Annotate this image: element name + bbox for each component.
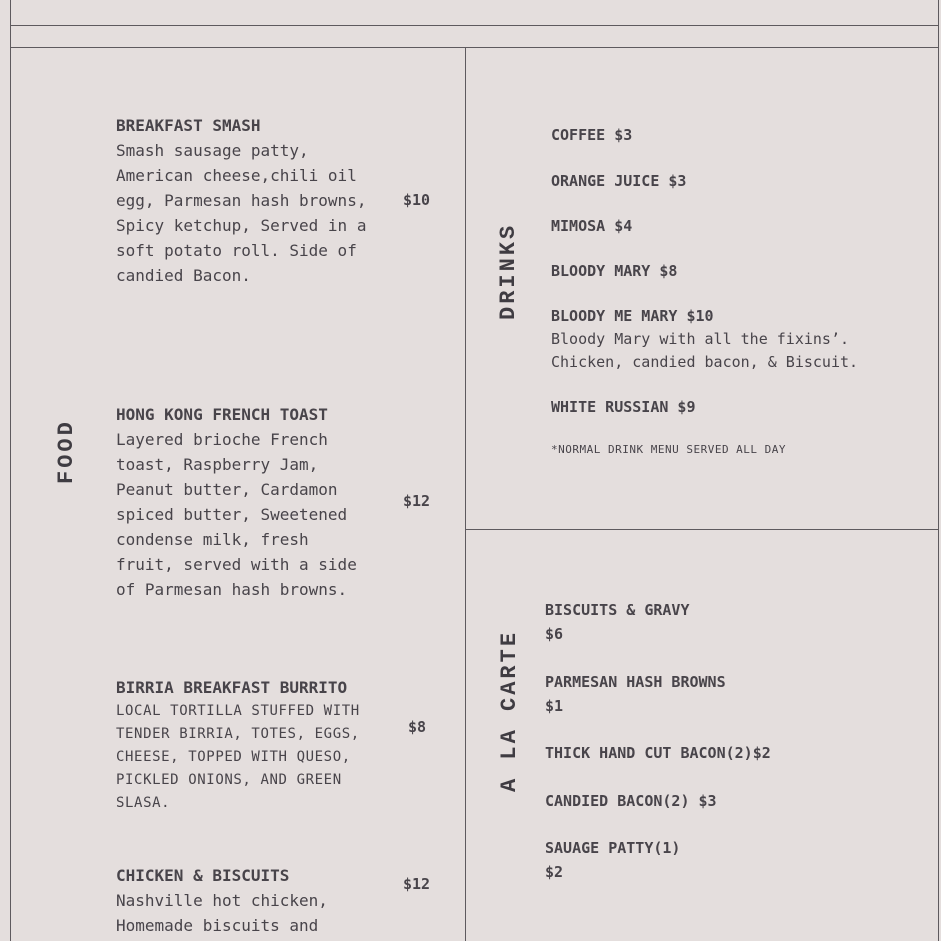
drinks-note: *NORMAL DRINK MENU SERVED ALL DAY [551, 443, 787, 456]
drink-item-orange-juice: ORANGE JUICE $3 [551, 172, 687, 190]
a-la-carte-item-parmesan-hash-browns: PARMESAN HASH BROWNS $1 [545, 673, 726, 715]
left-border-line [10, 0, 11, 941]
a-la-carte-item-sausage-patty: SAUAGE PATTY(1) $2 [545, 839, 681, 881]
a-la-carte-item-candied-bacon: CANDIED BACON(2) $3 [545, 792, 717, 810]
food-item-description: Smash sausage patty, American cheese,chili oil egg, Parmesan hash browns, Spicy ketchup, Served in a soft potato roll. Side of candied Bacon. [116, 141, 367, 285]
food-item-name: HONG KONG FRENCH TOAST [116, 405, 328, 424]
drink-item-white-russian: WHITE RUSSIAN $9 [551, 398, 696, 416]
food-item-birria-breakfast-burrito [116, 675, 360, 815]
a-la-carte-item-thick-cut-bacon: THICK HAND CUT BACON(2)$2 [545, 744, 771, 762]
drink-item-description: Bloody Mary with all the fixins’. Chicken, candied bacon, & Biscuit. [551, 330, 859, 371]
food-section-label: FOOD [54, 419, 79, 484]
column-divider-line [465, 47, 466, 941]
food-item-chicken-biscuits [116, 863, 328, 938]
a-la-carte-item-biscuits-gravy: BISCUITS & GRAVY $6 [545, 601, 690, 643]
food-item-price: $12 [403, 875, 431, 893]
drink-item-coffee: COFFEE $3 [551, 126, 633, 144]
drink-item-mimosa: MIMOSA $4 [551, 217, 633, 235]
food-item-price: $10 [403, 191, 431, 209]
food-item-description: Nashville hot chicken, Homemade biscuits and [116, 891, 328, 935]
drink-item-bloody-mary: BLOODY MARY $8 [551, 262, 678, 280]
food-item-description: Layered brioche French toast, Raspberry Jam, Peanut butter, Cardamon spiced butter, Sweetened condense milk, fresh fruit, served with a side of Parmesan hash browns. [116, 430, 357, 599]
a-la-carte-section-label: A LA CARTE [497, 629, 522, 792]
food-item-name: CHICKEN & BISCUITS [116, 866, 290, 885]
drinks-alacarte-divider-line [465, 529, 939, 530]
food-item-name: BIRRIA BREAKFAST BURRITO [116, 678, 348, 697]
food-item-description: LOCAL TORTILLA STUFFED WITH TENDER BIRRIA, TOTES, EGGS, CHEESE, TOPPED WITH QUESO, PICKLED ONIONS, AND GREEN SLASA. [116, 703, 360, 811]
top-border-line [10, 25, 939, 26]
food-item-name: BREAKFAST SMASH [116, 116, 261, 135]
food-item-hong-kong-french-toast [116, 402, 357, 602]
right-border-line [938, 0, 939, 941]
header-divider-line [10, 47, 939, 48]
drink-item-bloody-me-mary: BLOODY ME MARY $10 [551, 307, 714, 325]
food-item-price: $8 [408, 718, 427, 736]
food-item-breakfast-smash [116, 113, 366, 288]
food-item-price: $12 [403, 492, 431, 510]
drinks-section-label: DRINKS [496, 222, 521, 320]
